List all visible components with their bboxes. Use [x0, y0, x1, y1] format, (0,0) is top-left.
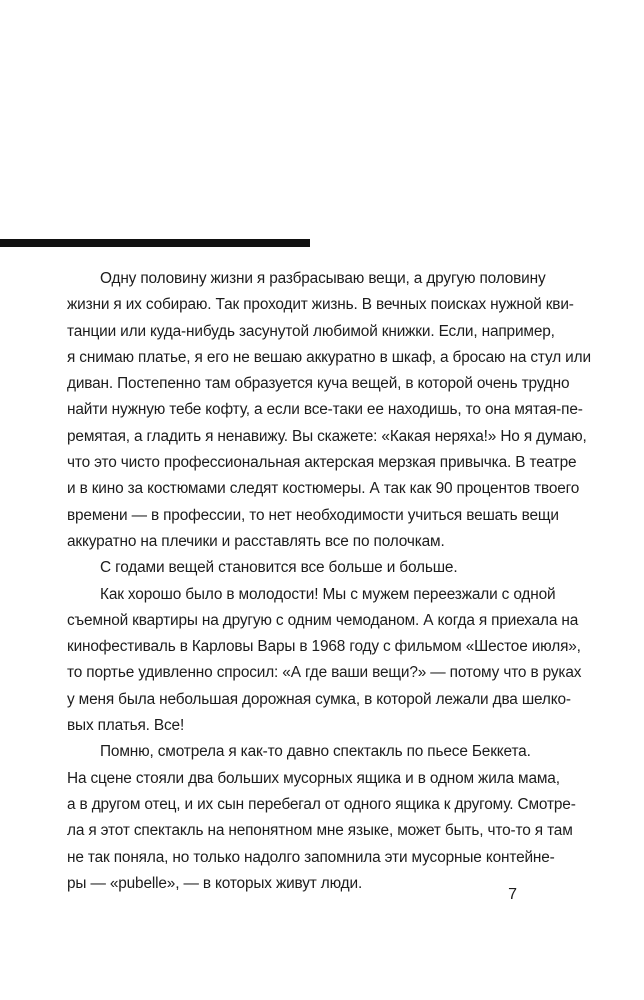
paragraph-1	[67, 266, 591, 555]
text-line: найти нужную тебе кофту, а если все-таки ее находишь, то она мятая-пе-	[67, 401, 583, 419]
paragraph-2	[67, 555, 517, 581]
text-line: ла я этот спектакль на непонятном мне языке, может быть, что-то я там	[67, 822, 573, 840]
text-line: кинофестиваль в Карловы Вары в 1968 году с фильмом «Шестое июля»,	[67, 638, 581, 656]
paragraph-4	[67, 739, 576, 897]
text-line: аккуратно на плечики и расставлять все по полочкам.	[67, 532, 445, 550]
text-line: я снимаю платье, я его не вешаю аккуратно в шкаф, а бросаю на стул или	[67, 348, 591, 366]
text-line: времени — в профессии, то нет необходимости учиться вешать вещи	[67, 506, 559, 524]
text-line: Одну половину жизни я разбрасываю вещи, а другую половину	[100, 270, 546, 287]
text-line: вых платья. Все!	[67, 717, 185, 735]
paragraph-3	[67, 582, 582, 740]
text-line: съемной квартиры на другую с одним чемоданом. А когда я приехала на	[67, 611, 579, 629]
text-line: жизни я их собираю. Так проходит жизнь. В вечных поисках нужной кви-	[67, 296, 574, 314]
text-line: а в другом отец, и их сын перебегал от одного ящика к другому. Смотре-	[67, 795, 576, 813]
text-line: что это чисто профессиональная актерская мерзкая привычка. В театре	[67, 454, 577, 472]
page-number: 7	[508, 886, 517, 903]
text-line: Помню, смотрела я как-то давно спектакль по пьесе Беккета.	[100, 743, 531, 761]
text-line: и в кино за костюмами следят костюмеры. А так как 90 процентов твоего	[67, 480, 580, 498]
text-line: танции или куда-нибудь засунутой любимой книжки. Если, например,	[67, 322, 555, 340]
text-line: С годами вещей становится все больше и больше.	[100, 559, 458, 577]
text-line: не так поняла, но только надолго запомнила эти мусорные контейне-	[67, 848, 555, 866]
text-line: На сцене стояли два больших мусорных ящика и в одном жила мама,	[67, 769, 560, 787]
text-line: то портье удивленно спросил: «А где ваши вещи?» — потому что в руках	[67, 664, 582, 682]
body-text	[67, 266, 591, 897]
text-line: Как хорошо было в молодости! Мы с мужем переезжали с одной	[100, 585, 556, 603]
chapter-divider-bar	[0, 239, 310, 247]
text-line: ремятая, а гладить я ненавижу. Вы скажете: «Какая неряха!» Но я думаю,	[67, 427, 587, 445]
text-line: диван. Постепенно там образуется куча вещей, в которой очень трудно	[67, 375, 570, 393]
text-line: ры — «pubelle», — в которых живут люди.	[67, 874, 363, 892]
text-line: у меня была небольшая дорожная сумка, в которой лежали два шелко-	[67, 690, 571, 708]
